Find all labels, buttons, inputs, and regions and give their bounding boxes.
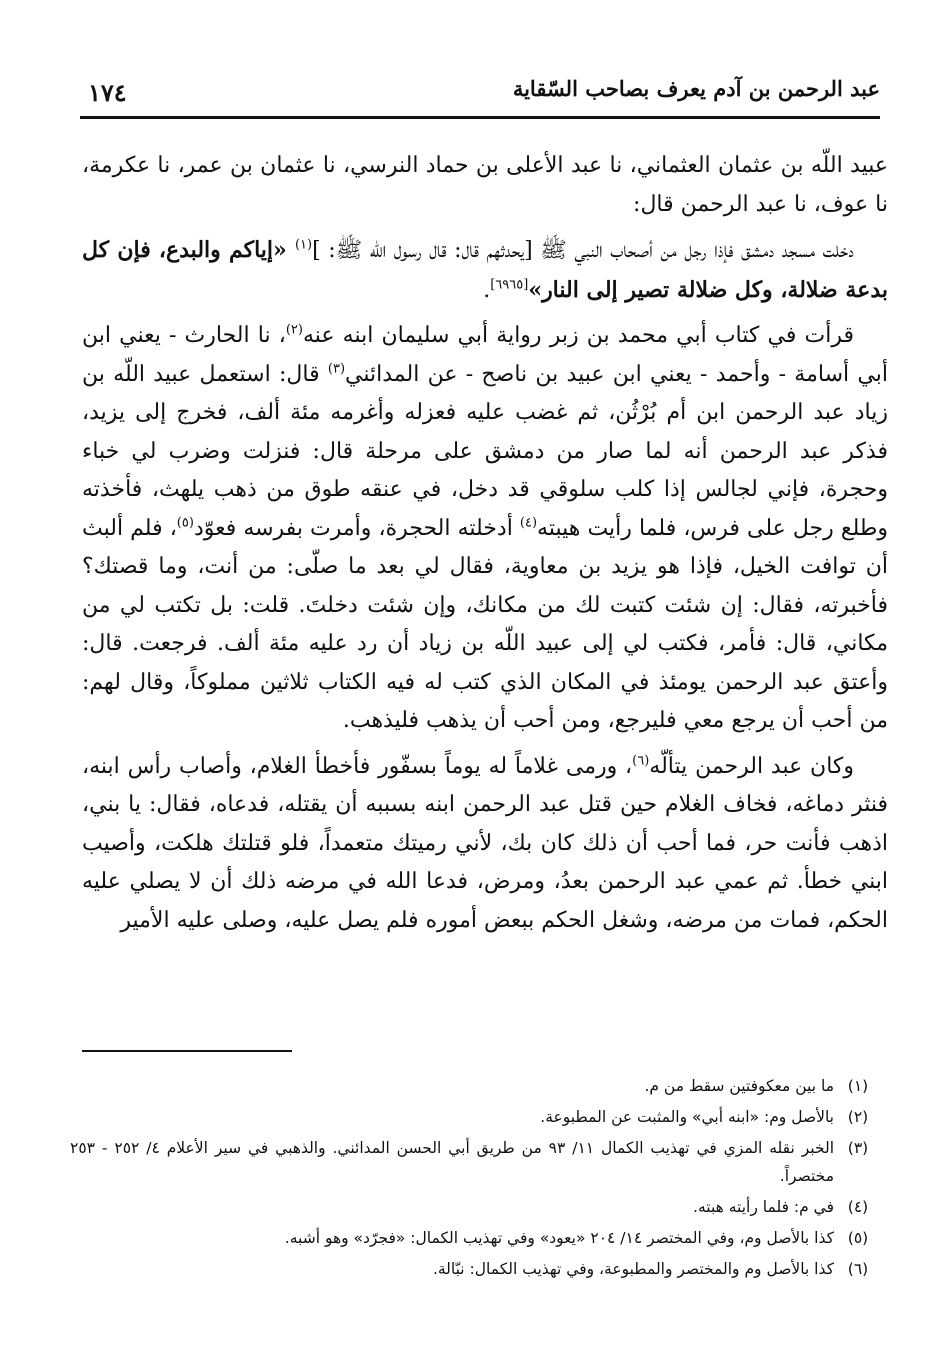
page-header — [80, 70, 880, 119]
full-stop: . — [483, 277, 491, 303]
footnote-ref: (٦) — [632, 753, 650, 769]
paragraph-text: ، ورمى غلاماً له يوماً بسفّور فأخطأ الغلام، وأصاب رأس ابنه، فنثر دماغه، فخاف الغلام حين قتل عبد الرحمن ابنه بسببه أن يقتله، فدعاه، فقال: يا بني، اذهب فأنت حر، فما أحب أن ذلك كان بك، لأني رميتك متعمداً، فلو قتلتك هلكت، وأصيب ابني خطأ. ثم عمي عبد الرحمن بعدُ، ومرض، فدعا الله في مرضه ذلك أن لا يصلي عليه الحكم، فمات من مرضه، وشغل الحكم ببعض أموره فلم يصل عليه، وصلى عليه الأمير — [82, 753, 888, 933]
paragraph-narrative — [82, 317, 888, 741]
footnote-item — [70, 1134, 882, 1190]
paragraph-text: أدخلته الحجرة، وأمرت بفرسه فعوّد — [193, 515, 520, 541]
paragraph-text: وكان عبد الرحمن يتألّه — [649, 753, 855, 779]
footnote-number: (١) — [847, 1077, 869, 1095]
footnote-text: بالأصل وم: «ابنه أبي» والمثبت عن المطبوعة. — [540, 1108, 834, 1126]
paragraph-story — [82, 748, 888, 941]
footnote-text: كذا بالأصل وم والمختصر والمطبوعة، وفي تهذيب الكمال: نبّالة. — [432, 1260, 834, 1278]
footnote-number: (٢) — [847, 1108, 869, 1126]
hadith-number: [٦٩٦٥] — [490, 277, 529, 293]
footnote-item — [70, 1072, 882, 1100]
running-title: عبد الرحمن بن آدم يعرف بصاحب السّقاية — [512, 76, 880, 101]
footnote-ref: (٥) — [176, 515, 194, 531]
footnote-number: (٣) — [847, 1139, 869, 1157]
paragraph-text: قرأت في كتاب أبي محمد بن زبر رواية أبي سليمان ابنه عنه — [302, 323, 854, 348]
footnote-separator — [82, 1050, 292, 1052]
footnote-item — [70, 1255, 882, 1283]
hadith-quote: «إياكم والبدع، فإن كل بدعة ضلالة، وكل ضلالة تصير إلى النار» — [82, 237, 888, 303]
footnote-item — [70, 1224, 882, 1252]
footnote-number: (٤) — [847, 1198, 869, 1216]
paragraph-isnad — [82, 147, 888, 224]
footnote-ref: (٤) — [519, 515, 538, 531]
footnote-item — [70, 1103, 882, 1131]
footnote-item — [70, 1193, 882, 1221]
footnote-ref: (٢) — [285, 322, 303, 338]
footnote-number: (٦) — [847, 1260, 869, 1278]
paragraph-text: ، نا الحارث - يعني ابن أبي أسامة - وأحمد - يعني ابن عبيد بن ناصح - عن المدائني — [82, 323, 888, 387]
footnote-ref: (١) — [294, 237, 313, 253]
footnote-text: الخبر نقله المزي في تهذيب الكمال ١١/ ٩٣ من طريق أبي الحسن المدائني. والذهبي في سير الأعلام ٤/ ٢٥٢ - ٢٥٣ مختصراً. — [70, 1139, 835, 1185]
footnote-text: في م: فلما رأيته هبته. — [693, 1198, 834, 1216]
paragraph-hadith — [82, 231, 888, 310]
paragraph-text: ، فلم ألبث أن توافت الخيل، فإذا هو يزيد بن معاوية، فقال لي بعد ما صلّى: من أنت، وما قصتك؟ فأخبرته، فقال: إن شئت كتبت لك من مكانك، وإن شئت دخلتَ. قلت: بل تكتب لي من مكاني، قال: فأمر، فكتب لي إلى عبيد اللّه بن زياد أن رد عليه مئة ألف. فرجعت. قال: وأعتق عبد الرحمن يومئذ في المكان الذي كتب له فيه الكتاب ثلاثين مملوكاً، وقال لهم: من أحب أن يرجع معي فليرجع، ومن أحب أن يذهب فليذهب. — [82, 515, 888, 733]
footnote-number: (٥) — [847, 1229, 869, 1247]
paragraph-text: دخلت مسجد دمشق فإذا رجل من أصحاب النبي ﷺ [يحدثهم قال: قال رسول الله ﷺ: ] — [312, 238, 854, 263]
footnote-text: كذا بالأصل وم، وفي المختصر ١٤/ ٢٠٤ «يعود» وفي تهذيب الكمال: «فجرّد» وهو أشبه. — [284, 1229, 834, 1247]
footnotes — [70, 1072, 882, 1286]
page-number: ١٧٤ — [88, 78, 127, 107]
paragraph-text: عبيد اللّه بن عثمان العثماني، نا عبد الأعلى بن حماد النرسي، نا عثمان بن عمر، نا عكرمة، نا عوف، نا عبد الرحمن قال: — [82, 153, 888, 217]
main-text — [82, 147, 888, 947]
footnote-text: ما بين معكوفتين سقط من م. — [644, 1077, 834, 1095]
footnote-ref: (٣) — [327, 361, 346, 377]
paragraph-text: قال: استعمل عبيد اللّه بن زياد عبد الرحمن ابن أم بُرْثُن، ثم غضب عليه فعزله وأغرمه مئة ألف، فخرج إلى يزيد، فذكر عبد الرحمن أنه لما صار من دمشق على مرحلة قال: فنزلت وضرب لي خباء وحجرة، فإني لجالس إذا كلب سلوقي قد دخل، في عنقه طوق من ذهب يلهث، فأخذته وطلع رجل على فرس، فلما رأيت هيبته — [82, 361, 888, 541]
